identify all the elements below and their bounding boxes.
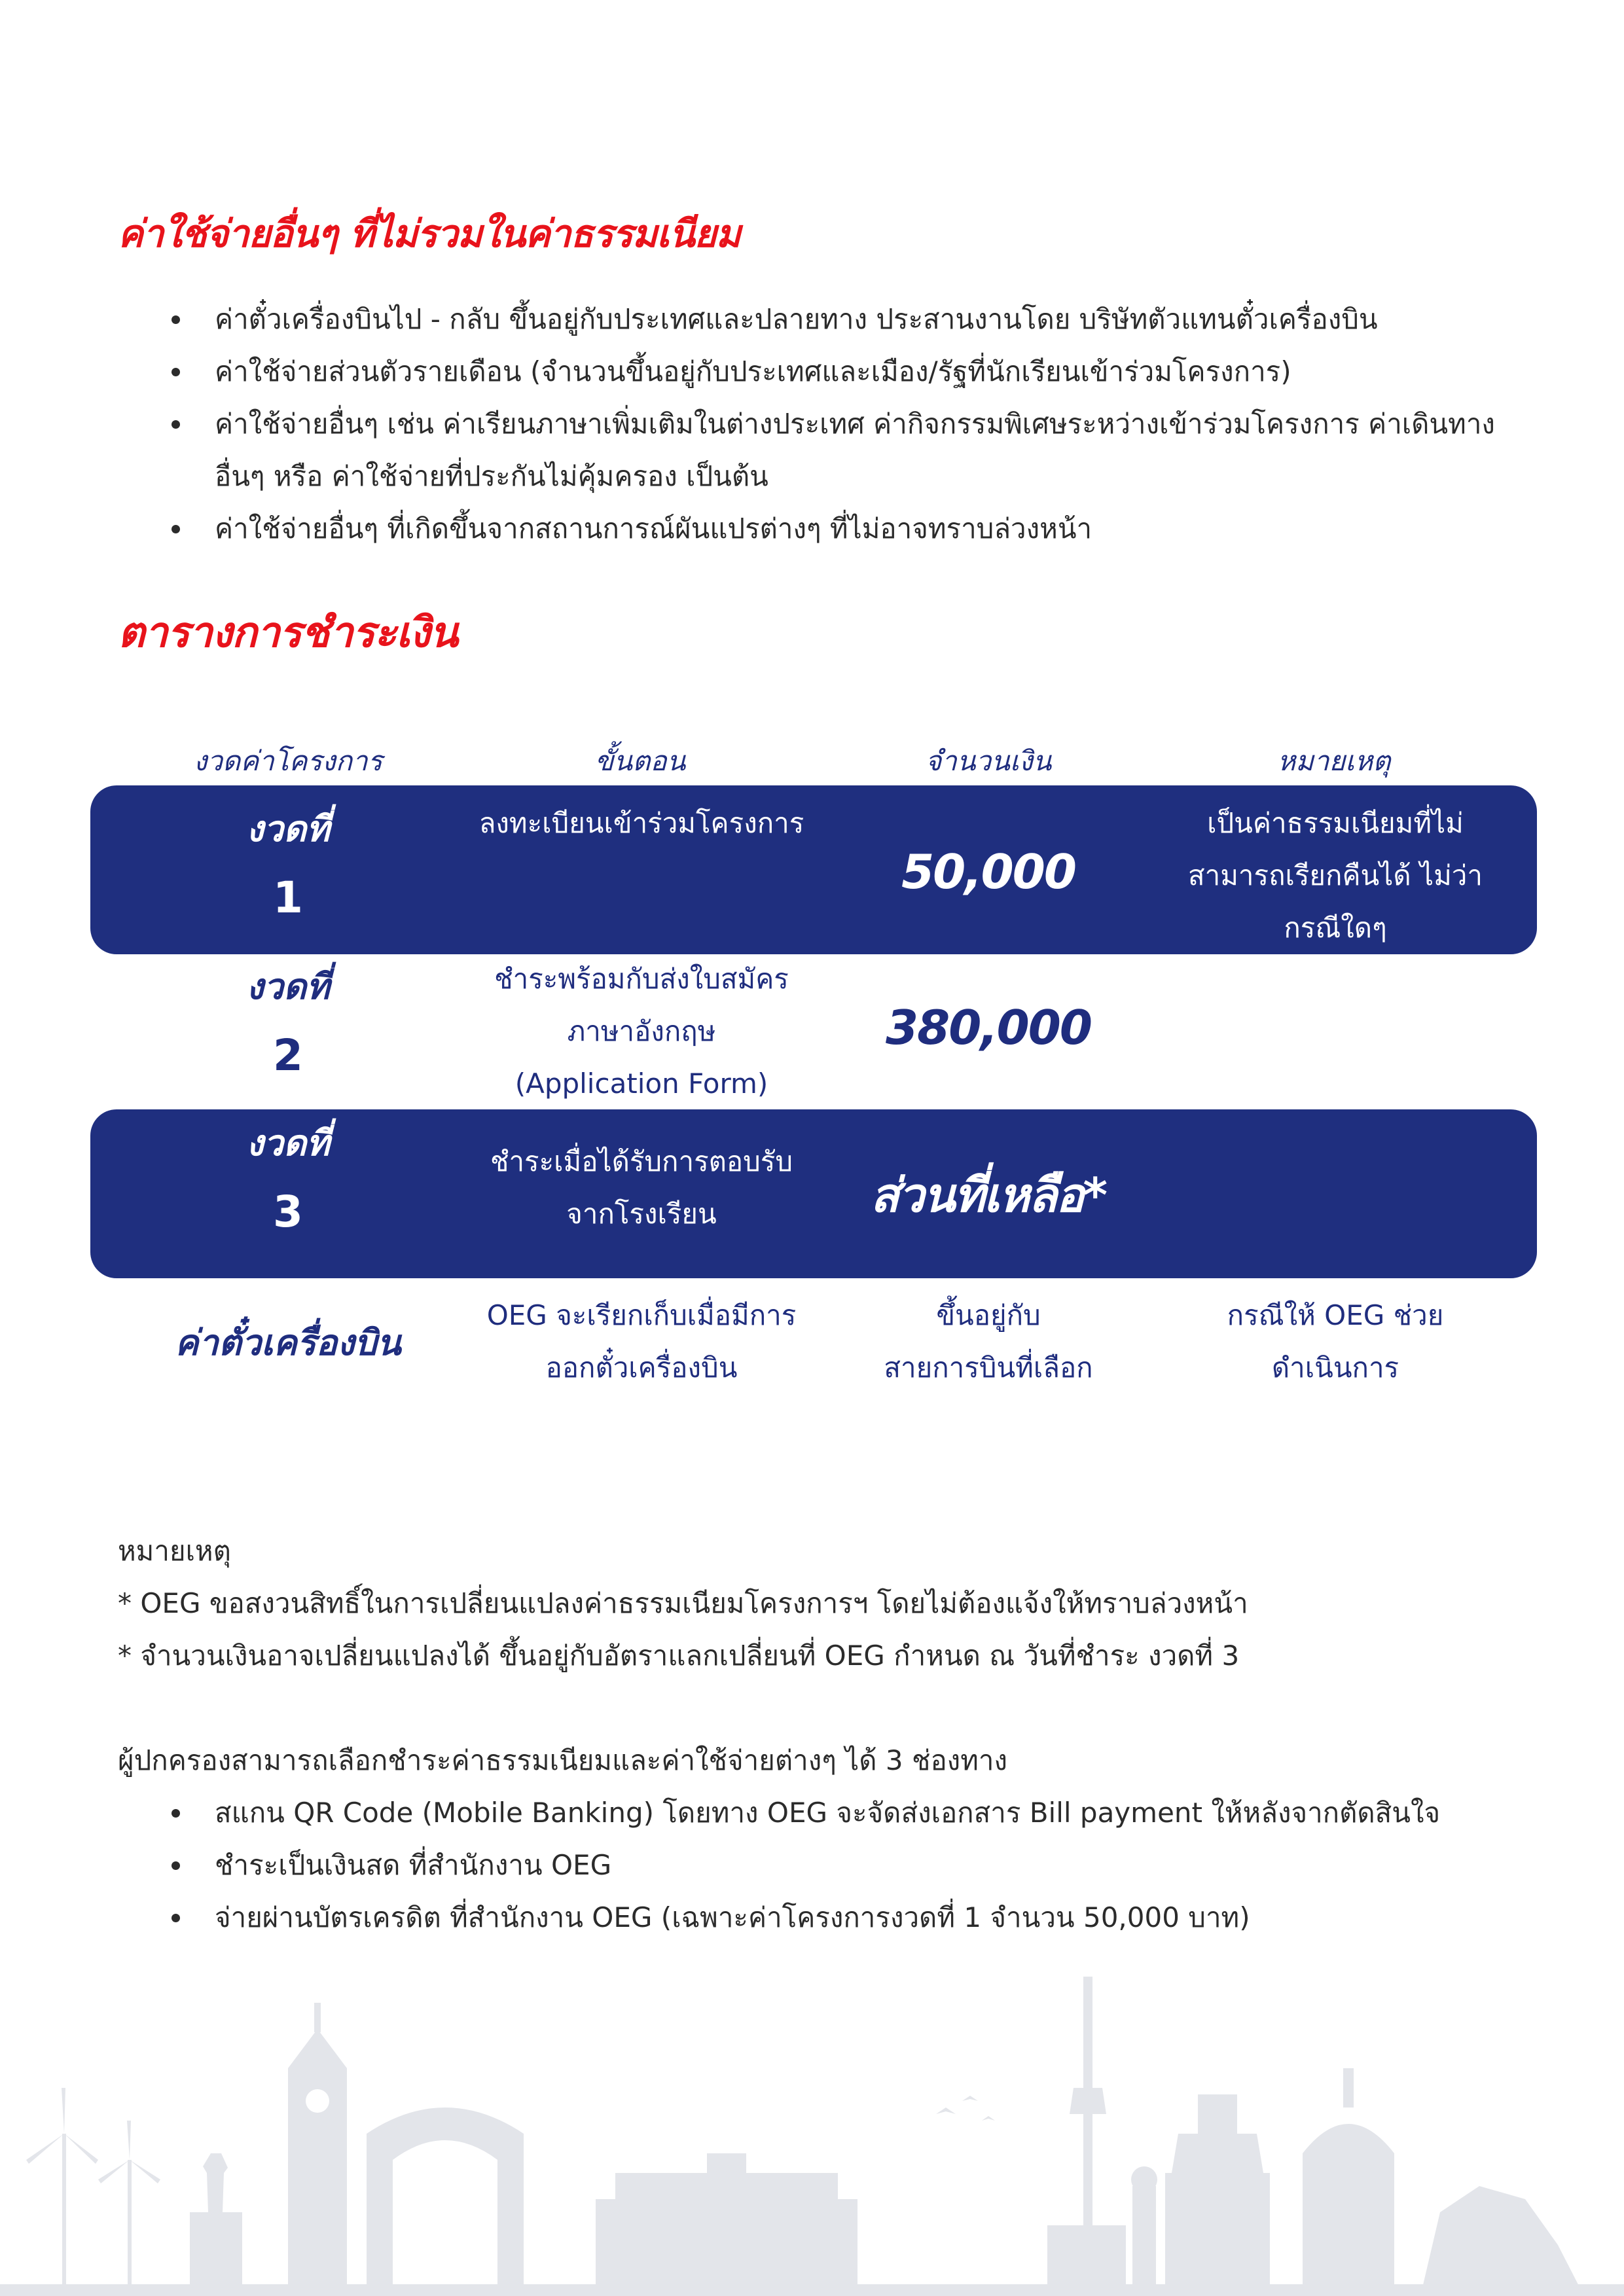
excluded-costs-list xyxy=(118,293,1495,555)
column-header-installment: งวดค่าโครงการ xyxy=(193,745,383,777)
installment-3-amount: ส่วนที่เหลือ* xyxy=(870,1168,1107,1223)
list-item: ค่าตั๋วเครื่องบินไป - กลับ ขึ้นอยู่กับประเทศและปลายทาง ประสานงานโดย บริษัทตัวแทนตั๋วเครื่องบิน xyxy=(118,293,1495,346)
list-item: ค่าใช้จ่ายอื่นๆ ที่เกิดขึ้นจากสถานการณ์ผันแปรต่างๆ ที่ไม่อาจทราบล่วงหน้า xyxy=(118,503,1495,555)
list-item: ค่าใช้จ่ายอื่นๆ เช่น ค่าเรียนภาษาเพิ่มเติมในต่างประเทศ ค่ากิจกรรมพิเศษระหว่างเข้าร่วมโครงการ ค่าเดินทาง xyxy=(118,398,1495,450)
list-item: สแกน QR Code (Mobile Banking) โดยทาง OEG จะจัดส่งเอกสาร Bill payment ให้หลังจากตัดสินใจ xyxy=(118,1787,1440,1839)
column-header-remark: หมายเหตุ xyxy=(1277,745,1391,777)
payment-channel-list xyxy=(118,1787,1440,1944)
installment-1-remark: เป็นค่าธรรมเนียมที่ไม่ สามารถเรียกคืนได้ ไม่ว่า กรณีใดๆ xyxy=(1188,807,1483,944)
note-line: * จำนวนเงินอาจเปลี่ยนแปลงได้ ขึ้นอยู่กับอัตราแลกเปลี่ยนที่ OEG กำหนด ณ วันที่ชำระ งวดที่ 3 xyxy=(118,1640,1240,1672)
airfare-remark: กรณีให้ OEG ช่วย ดำเนินการ xyxy=(1227,1299,1444,1384)
airfare-step: OEG จะเรียกเก็บเมื่อมีการ ออกตั๋วเครื่องบิน xyxy=(486,1299,797,1384)
installment-1-label: งวดที่ 1 xyxy=(246,808,330,923)
list-item: ชำระเป็นเงินสด ที่สำนักงาน OEG xyxy=(118,1839,1440,1892)
bullet-icon xyxy=(171,1809,180,1818)
installment-3-label: งวดที่ 3 xyxy=(246,1122,330,1237)
list-item: จ่ายผ่านบัตรเครดิต ที่สำนักงาน OEG (เฉพาะค่าโครงการงวดที่ 1 จำนวน 50,000 บาท) xyxy=(118,1892,1440,1944)
airfare-amount: ขึ้นอยู่กับ สายการบินที่เลือก xyxy=(884,1299,1093,1384)
airfare-label: ค่าตั๋วเครื่องบิน xyxy=(175,1322,401,1363)
excluded-costs-heading: ค่าใช้จ่ายอื่นๆ ที่ไม่รวมในค่าธรรมเนียม xyxy=(118,211,740,256)
bullet-icon xyxy=(171,315,180,324)
bullet-icon xyxy=(171,525,180,533)
installment-2-amount: 380,000 xyxy=(886,1000,1091,1055)
bullet-icon xyxy=(171,420,180,429)
payment-schedule-heading: ตารางการชำระเงิน xyxy=(118,609,458,657)
payment-intro: ผู้ปกครองสามารถเลือกชำระค่าธรรมเนียมและค่าใช้จ่ายต่างๆ ได้ 3 ช่องทาง xyxy=(118,1744,1007,1776)
bullet-icon xyxy=(171,1861,180,1870)
bullet-icon xyxy=(171,368,180,376)
bullet-icon xyxy=(171,1914,180,1922)
installment-1-amount: 50,000 xyxy=(901,844,1075,899)
installment-1-step: ลงทะเบียนเข้าร่วมโครงการ xyxy=(478,807,804,839)
city-skyline-illustration xyxy=(0,1937,1624,2296)
list-item: ค่าใช้จ่ายส่วนตัวรายเดือน (จำนวนขึ้นอยู่กับประเทศและเมือง/รัฐที่นักเรียนเข้าร่วมโครงการ) xyxy=(118,346,1495,398)
notes-title: หมายเหตุ xyxy=(118,1535,231,1567)
note-line: * OEG ขอสงวนสิทธิ์ในการเปลี่ยนแปลงค่าธรรมเนียมโครงการฯ โดยไม่ต้องแจ้งให้ทราบล่วงหน้า xyxy=(118,1587,1248,1619)
installment-2-step: ชำระพร้อมกับส่งใบสมัคร ภาษาอังกฤษ (Application Form) xyxy=(494,963,789,1100)
column-header-amount: จำนวนเงิน xyxy=(925,745,1052,777)
column-header-step: ขั้นตอน xyxy=(594,745,686,777)
installment-2-label: งวดที่ 2 xyxy=(246,966,330,1081)
installment-3-step: ชำระเมื่อได้รับการตอบรับ จากโรงเรียน xyxy=(490,1145,793,1230)
list-item-continuation: อื่นๆ หรือ ค่าใช้จ่ายที่ประกันไม่คุ้มครอง เป็นต้น xyxy=(215,460,768,492)
